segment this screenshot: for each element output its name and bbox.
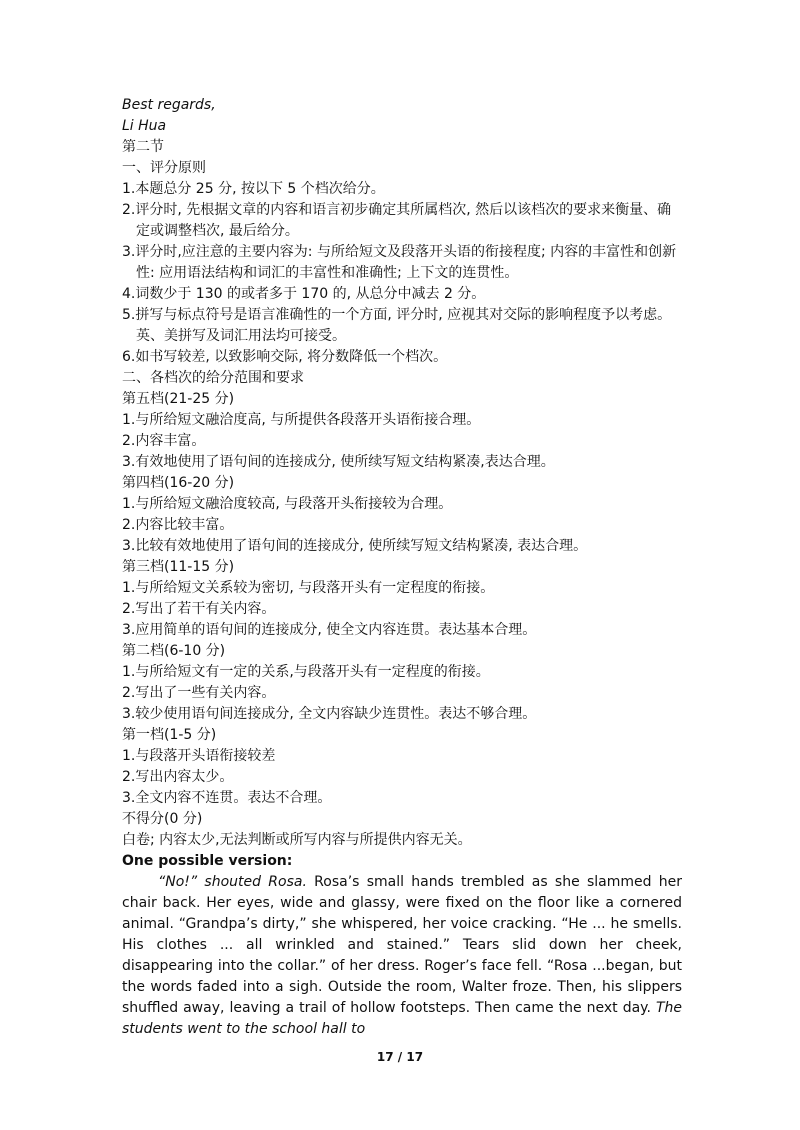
principles-heading: 一、评分原则 xyxy=(122,160,206,176)
grade-requirement: 2.写出了若干有关内容。 xyxy=(122,601,276,617)
principle-item: 5.拼写与标点符号是语言准确性的一个方面, 评分时, 应视其对交际的影响程度予以考虑。英、美拼写及词汇用法均可接受。 xyxy=(122,307,672,344)
grade-requirement: 3.较少使用语句间连接成分, 全文内容缺少连贯性。表达不够合理。 xyxy=(122,706,537,722)
grade-requirement: 1.与所给短文关系较为密切, 与段落开头有一定程度的衔接。 xyxy=(122,580,495,596)
grade-requirement: 3.比较有效地使用了语句间的连接成分, 使所续写短文结构紧凑, 表达合理。 xyxy=(122,538,588,554)
principle-item: 1.本题总分 25 分, 按以下 5 个档次给分。 xyxy=(122,181,385,197)
grade-requirement: 3.应用简单的语句间的连接成分, 使全文内容连贯。表达基本合理。 xyxy=(122,622,537,638)
principle-item: 2.评分时, 先根据文章的内容和语言初步确定其所属档次, 然后以该档次的要求来衡量、确定或调整档次, 最后给分。 xyxy=(122,202,672,239)
grade-level-title: 第五档(21-25 分) xyxy=(122,391,235,407)
page-content xyxy=(122,95,682,1054)
essay-closing: The students went to the school hall to xyxy=(122,1000,682,1037)
grade-requirement: 3.有效地使用了语句间的连接成分, 使所续写短文结构紧凑,表达合理。 xyxy=(122,454,555,470)
grade-requirement: 1.与所给短文融洽度高, 与所提供各段落开头语衔接合理。 xyxy=(122,412,481,428)
essay-body: Rosa’s small hands trembled as she slammed her chair back. Her eyes, wide and glassy, were fixed on the floor like a cornered animal. “Grandpa’s dirty,” she whispered, her voice cracking. “He ... he smells. His clothes ... all wrinkled and stained.” Tears slid down her cheek, disappearing into the collar.” of her dress. Roger’s face fell. “Rosa ...began, but the words faded into a sigh. Outside the room, Walter froze. Then, his slippers shuffled away, leaving a trail of hollow footsteps. Then came the next day. xyxy=(122,874,682,1016)
grade-requirement: 1.与所给短文有一定的关系,与段落开头有一定程度的衔接。 xyxy=(122,664,490,680)
principle-item: 3.评分时,应注意的主要内容为: 与所给短文及段落开头语的衔接程度; 内容的丰富性和创新性: 应用语法结构和词汇的丰富性和准确性; 上下文的连贯性。 xyxy=(122,244,677,281)
grade-requirement: 1.与段落开头语衔接较差 xyxy=(122,748,276,764)
version-heading: One possible version: xyxy=(122,853,293,869)
grade-level-title: 第四档(16-20 分) xyxy=(122,475,235,491)
grade-requirement: 2.内容丰富。 xyxy=(122,433,206,449)
grade-requirement: 2.写出了一些有关内容。 xyxy=(122,685,276,701)
principle-item: 4.词数少于 130 的或者多于 170 的, 从总分中减去 2 分。 xyxy=(122,286,486,302)
grade-requirement: 1.与所给短文融洽度较高, 与段落开头衔接较为合理。 xyxy=(122,496,453,512)
grade-level-title: 第二档(6-10 分) xyxy=(122,643,226,659)
grade-level-title: 第三档(11-15 分) xyxy=(122,559,235,575)
letter-closing: Best regards, xyxy=(122,97,216,113)
principle-item: 6.如书写较差, 以致影响交际, 将分数降低一个档次。 xyxy=(122,349,448,365)
grade-requirement: 白卷; 内容太少,无法判断或所写内容与所提供内容无关。 xyxy=(122,832,472,848)
grade-requirement: 2.写出内容太少。 xyxy=(122,769,234,785)
letter-signature: Li Hua xyxy=(122,118,167,134)
grades-heading: 二、各档次的给分范围和要求 xyxy=(122,370,304,386)
page-number: 17 / 17 xyxy=(376,1050,424,1064)
essay-opening: “No!” shouted Rosa. xyxy=(158,874,307,890)
section-title: 第二节 xyxy=(122,139,164,155)
grade-requirement: 3.全文内容不连贯。表达不合理。 xyxy=(122,790,332,806)
grade-level-title: 第一档(1-5 分) xyxy=(122,727,217,743)
grade-requirement: 2.内容比较丰富。 xyxy=(122,517,234,533)
sample-essay-paragraph xyxy=(122,872,682,1040)
grade-level-title: 不得分(0 分) xyxy=(122,811,203,827)
